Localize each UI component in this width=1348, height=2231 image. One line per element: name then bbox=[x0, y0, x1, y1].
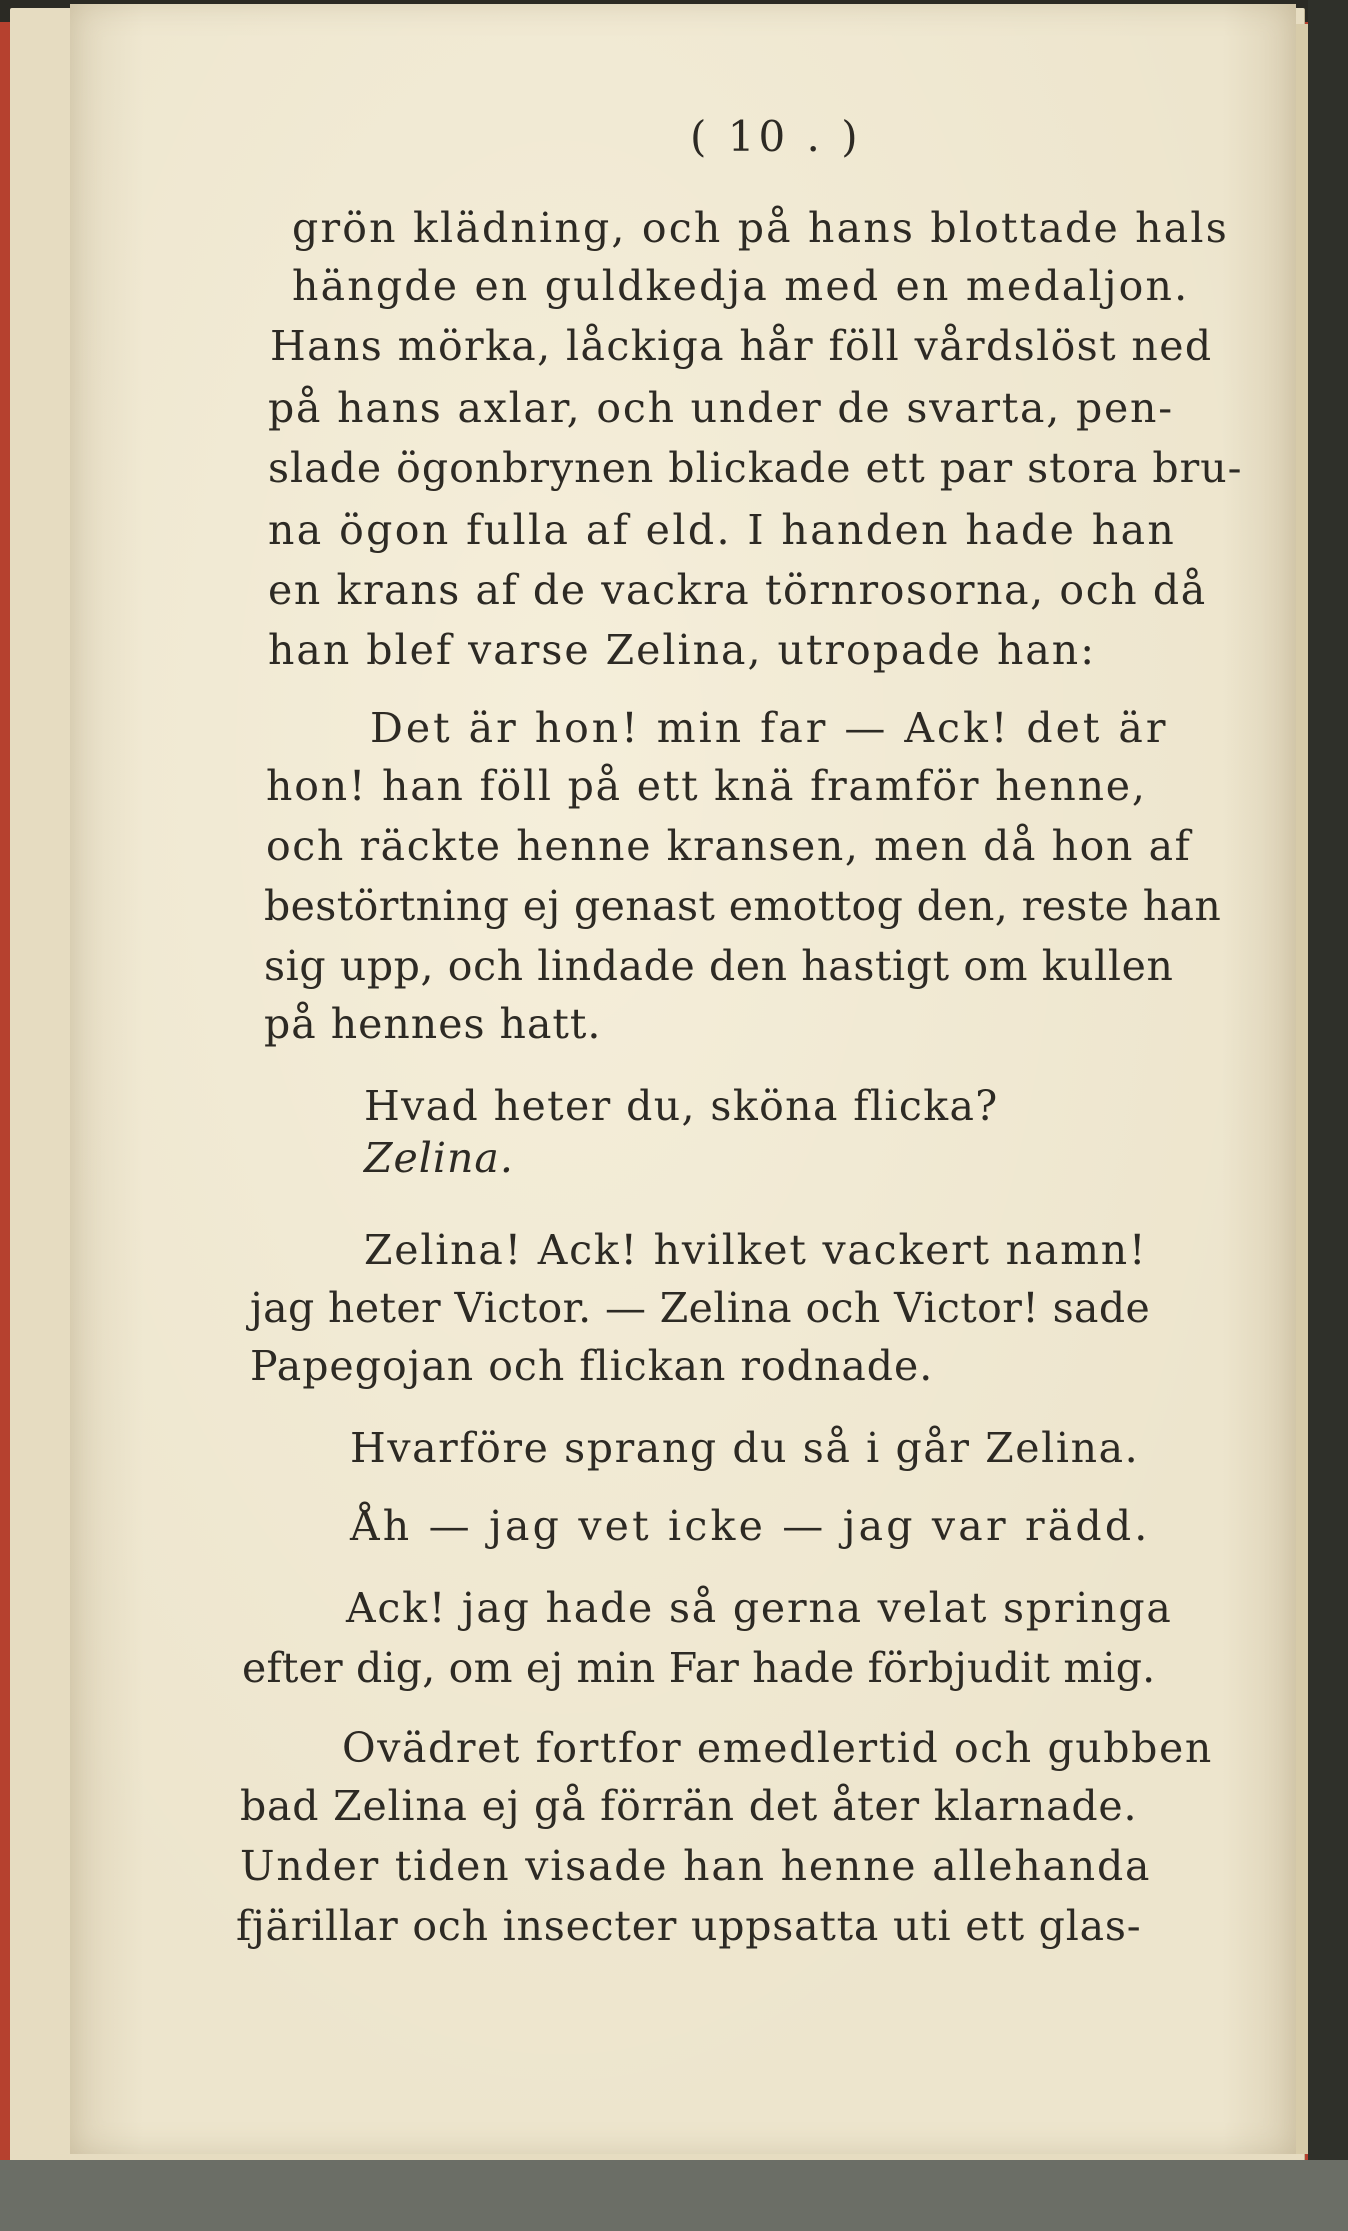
text-line: Papegojan och flickan rodnade. bbox=[250, 1342, 934, 1390]
text-line: jag heter Victor. — Zelina och Victor! sade bbox=[250, 1284, 1151, 1332]
book-page bbox=[70, 4, 1296, 2154]
text-line: sig upp, och lindade den hastigt om kullen bbox=[264, 942, 1174, 990]
text-line: han blef varse Zelina, utropade han: bbox=[268, 626, 1097, 674]
text-line: på hennes hatt. bbox=[264, 1000, 602, 1048]
text-line: Åh — jag vet icke — jag var rädd. bbox=[350, 1502, 1151, 1550]
background-bottom bbox=[0, 2160, 1348, 2231]
text-line: bestörtning ej genast emottog den, reste han bbox=[264, 882, 1222, 930]
text-line: Hans mörka, låckiga hår föll vårdslöst ned bbox=[270, 322, 1213, 370]
book-cover-right bbox=[1308, 0, 1348, 2231]
text-line: fjärillar och insecter uppsatta uti ett glas- bbox=[236, 1902, 1142, 1950]
text-line: Hvad heter du, sköna flicka? bbox=[364, 1082, 999, 1130]
text-line: grön klädning, och på hans blottade hals bbox=[292, 204, 1229, 252]
text-line: Det är hon! min far — Ack! det är bbox=[370, 704, 1169, 752]
text-line: hängde en guldkedja med en medaljon. bbox=[292, 262, 1190, 310]
text-line: på hans axlar, och under de svarta, pen- bbox=[268, 384, 1174, 432]
book-right-edge bbox=[1296, 24, 1308, 2154]
text-line: slade ögonbrynen blickade ett par stora bru- bbox=[268, 444, 1243, 492]
text-line: Hvarföre sprang du så i går Zelina. bbox=[350, 1424, 1140, 1472]
text-line: och räckte henne kransen, men då hon af bbox=[266, 822, 1192, 870]
text-line: Ack! jag hade så gerna velat springa bbox=[346, 1584, 1173, 1632]
text-line: Ovädret fortfor emedlertid och gubben bbox=[342, 1724, 1213, 1772]
text-line: efter dig, om ej min Far hade förbjudit mig. bbox=[242, 1644, 1156, 1692]
text-line: na ögon fulla af eld. I handen hade han bbox=[268, 506, 1177, 554]
text-line: bad Zelina ej gå förrän det åter klarnade. bbox=[240, 1782, 1138, 1830]
page-number: ( 10 . ) bbox=[690, 112, 862, 161]
text-line: hon! han föll på ett knä framför henne, bbox=[266, 762, 1147, 810]
text-line: Under tiden visade han henne allehanda bbox=[240, 1842, 1152, 1890]
text-line: Zelina! Ack! hvilket vackert namn! bbox=[364, 1226, 1148, 1274]
text-line: en krans af de vackra törnrosorna, och då bbox=[268, 566, 1207, 614]
text-line-italic: Zelina. bbox=[364, 1134, 514, 1182]
